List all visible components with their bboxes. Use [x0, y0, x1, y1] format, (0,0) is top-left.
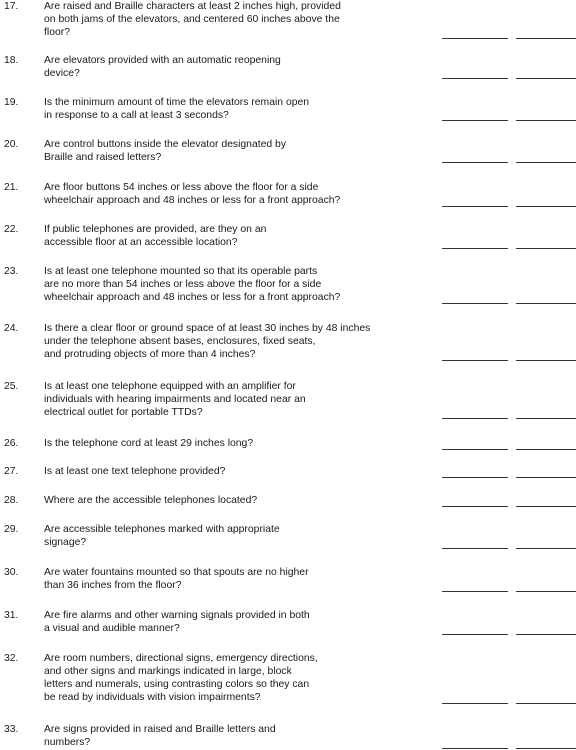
question-text: Are elevators provided with an automatic reopening device? — [44, 55, 281, 79]
answer-line-no[interactable] — [516, 78, 576, 79]
question-number: 27. — [4, 466, 19, 477]
answer-line-no[interactable] — [516, 703, 576, 704]
answer-line-no[interactable] — [516, 303, 576, 304]
answer-line-no[interactable] — [516, 162, 576, 163]
answer-line-yes[interactable] — [442, 477, 508, 478]
question-text: Are room numbers, directional signs, emergency directions, and other signs and markings indicated in large, block letters and numerals, using contrasting colors so they can be read by individuals with vision impairments? — [44, 653, 318, 703]
answer-line-no[interactable] — [516, 120, 576, 121]
question-number: 28. — [4, 495, 19, 506]
question-number: 22. — [4, 224, 19, 235]
question-number: 26. — [4, 438, 19, 449]
question-number: 31. — [4, 610, 19, 621]
question-text: If public telephones are provided, are they on an accessible floor at an accessible location? — [44, 224, 267, 248]
answer-line-yes[interactable] — [442, 120, 508, 121]
question-text: Are raised and Braille characters at least 2 inches high, provided on both jams of the elevators, and centered 60 inches above the floor? — [44, 1, 341, 38]
answer-line-no[interactable] — [516, 360, 576, 361]
answer-line-yes[interactable] — [442, 591, 508, 592]
question-text: Where are the accessible telephones located? — [44, 495, 258, 506]
answer-line-yes[interactable] — [442, 206, 508, 207]
question-text: Are water fountains mounted so that spouts are no higher than 36 inches from the floor? — [44, 567, 309, 591]
answer-line-no[interactable] — [516, 634, 576, 635]
question-text: Are signs provided in raised and Braille letters and numbers? — [44, 724, 276, 748]
answer-line-no[interactable] — [516, 449, 576, 450]
answer-line-yes[interactable] — [442, 548, 508, 549]
answer-line-no[interactable] — [516, 506, 576, 507]
question-number: 25. — [4, 381, 19, 392]
question-text: Is at least one telephone equipped with an amplifier for individuals with hearing impairments and located near an electrical outlet for portable TTDs? — [44, 381, 306, 418]
question-text: Are floor buttons 54 inches or less above the floor for a side wheelchair approach and 48 inches or less for a front approach? — [44, 182, 341, 206]
answer-line-yes[interactable] — [442, 38, 508, 39]
question-text: Are control buttons inside the elevator designated by Braille and raised letters? — [44, 139, 287, 163]
question-number: 33. — [4, 724, 19, 735]
answer-line-yes[interactable] — [442, 506, 508, 507]
question-number: 24. — [4, 323, 19, 334]
answer-line-yes[interactable] — [442, 78, 508, 79]
answer-line-no[interactable] — [516, 748, 576, 749]
answer-line-no[interactable] — [516, 591, 576, 592]
question-number: 32. — [4, 653, 19, 664]
question-text: Is there a clear floor or ground space of at least 30 inches by 48 inches under the telephone absent bases, enclosures, fixed seats, and protruding objects of more than 4 inches? — [44, 323, 371, 360]
answer-line-no[interactable] — [516, 206, 576, 207]
question-number: 30. — [4, 567, 19, 578]
question-number: 18. — [4, 55, 19, 66]
answer-line-yes[interactable] — [442, 634, 508, 635]
answer-line-yes[interactable] — [442, 418, 508, 419]
question-number: 20. — [4, 139, 19, 150]
question-number: 29. — [4, 524, 19, 535]
question-text: Is the telephone cord at least 29 inches long? — [44, 438, 254, 449]
answer-line-yes[interactable] — [442, 703, 508, 704]
answer-line-yes[interactable] — [442, 360, 508, 361]
answer-line-yes[interactable] — [442, 162, 508, 163]
question-number: 19. — [4, 97, 19, 108]
answer-line-yes[interactable] — [442, 748, 508, 749]
answer-line-no[interactable] — [516, 38, 576, 39]
question-text: Are accessible telephones marked with appropriate signage? — [44, 524, 280, 548]
answer-line-no[interactable] — [516, 477, 576, 478]
question-text: Is at least one telephone mounted so that its operable parts are no more than 54 inches or less above the floor for a side wheelchair approach and 48 inches or less for a front approach? — [44, 266, 341, 303]
question-number: 17. — [4, 1, 19, 12]
question-number: 23. — [4, 266, 19, 277]
question-text: Is at least one text telephone provided? — [44, 466, 226, 477]
question-text: Are fire alarms and other warning signals provided in both a visual and audible manner? — [44, 610, 310, 634]
question-text: Is the minimum amount of time the elevators remain open in response to a call at least 3 seconds? — [44, 97, 310, 121]
answer-line-yes[interactable] — [442, 303, 508, 304]
answer-line-no[interactable] — [516, 418, 576, 419]
answer-line-yes[interactable] — [442, 449, 508, 450]
answer-line-no[interactable] — [516, 248, 576, 249]
question-number: 21. — [4, 182, 19, 193]
answer-line-yes[interactable] — [442, 248, 508, 249]
answer-line-no[interactable] — [516, 548, 576, 549]
